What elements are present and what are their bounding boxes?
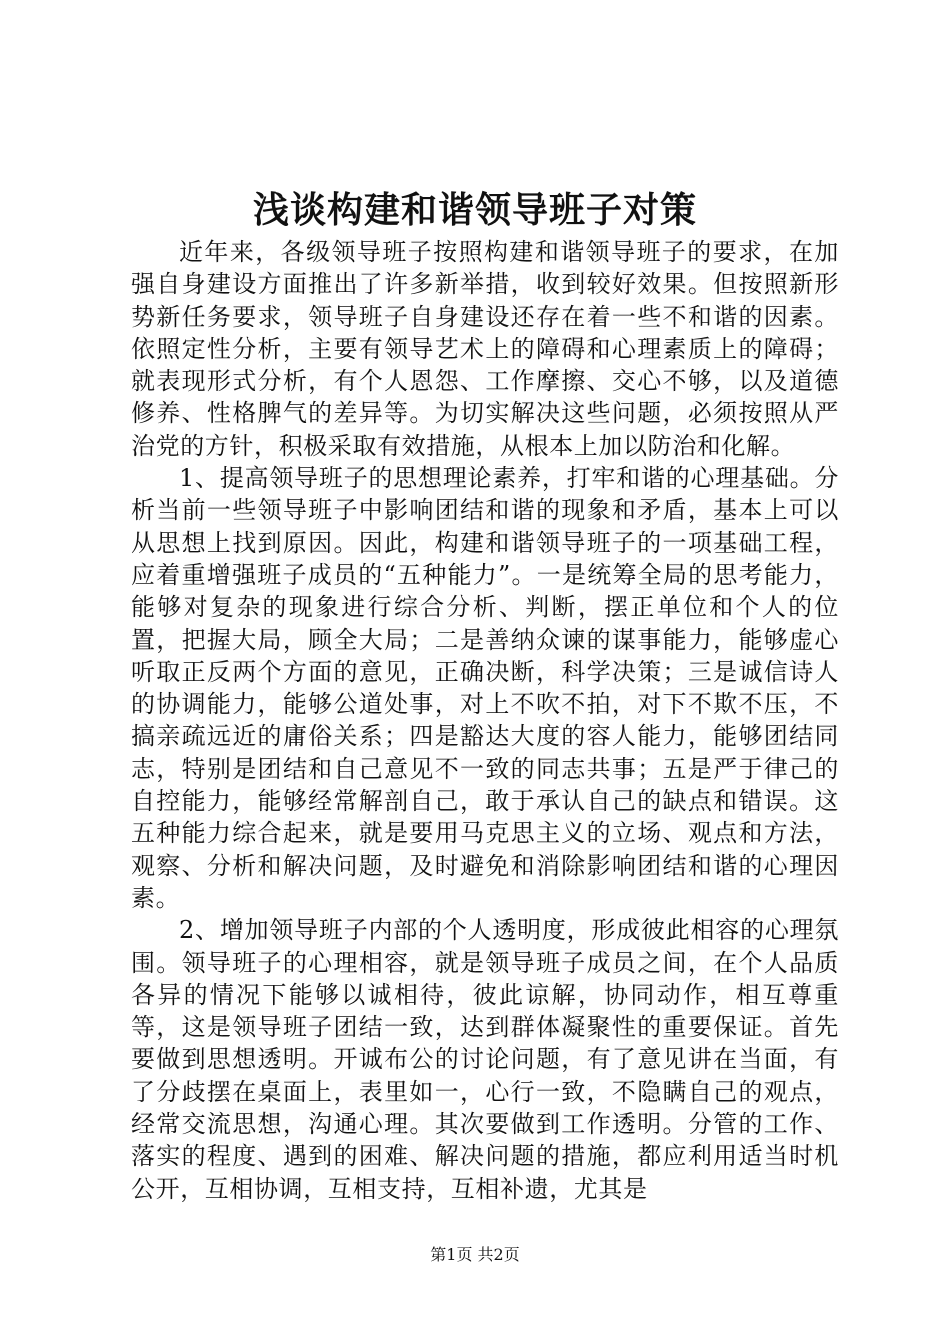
- paragraph-section-2: 2、增加领导班子内部的个人透明度，形成彼此相容的心理氛围。领导班子的心理相容，就是领导班子成员之间，在个人品质各异的情况下能够以诚相待，彼此谅解，协同动作，相互尊重等，这是领导班子团结一致，达到群体凝聚性的重要保证。首先要做到思想透明。开诚布公的讨论问题，有了意见讲在当面，有了分歧摆在桌面上，表里如一，心行一致，不隐瞒自己的观点，经常交流思想，沟通心理。其次要做到工作透明。分管的工作、落实的程度、遇到的困难、解决问题的措施，都应利用适当时机公开，互相协调，互相支持，互相补遗，尤其是: [131, 916, 839, 1203]
- document-title: 浅谈构建和谐领导班子对策: [252, 189, 697, 231]
- paragraph-section-1: 1、提高领导班子的思想理论素养，打牢和谐的心理基础。分析当前一些领导班子中影响团结和谐的现象和矛盾，基本上可以从思想上找到原因。因此，构建和谐领导班子的一项基础工程，应着重增强班子成员的“五种能力”。一是统筹全局的思考能力，能够对复杂的现象进行综合分析、判断，摆正单位和个人的位置，把握大局，顾全大局；二是善纳众谏的谋事能力，能够虚心听取正反两个方面的意见，正确决断，科学决策；三是诚信诗人的协调能力，能够公道处事，对上不吹不拍，对下不欺不压，不搞亲疏远近的庸俗关系；四是豁达大度的容人能力，能够团结同志，特别是团结和自己意见不一致的同志共事；五是严于律己的自控能力，能够经常解剖自己，敢于承认自己的缺点和错误。这五种能力综合起来，就是要用马克思主义的立场、观点和方法，观察、分析和解决问题，及时避免和消除影响团结和谐的心理因素。: [131, 464, 839, 912]
- document-body: [131, 236, 839, 1205]
- paragraph-intro: 近年来，各级领导班子按照构建和谐领导班子的要求，在加强自身建设方面推出了许多新举措，收到较好效果。但按照新形势新任务要求，领导班子自身建设还存在着一些不和谐的因素。依照定性分析，主要有领导艺术上的障碍和心理素质上的障碍；就表现形式分析，有个人恩怨、工作摩擦、交心不够，以及道德修养、性格脾气的差异等。为切实解决这些问题，必须按照从严治党的方针，积极采取有效措施，从根本上加以防治和化解。: [131, 238, 839, 460]
- page-number-footer: 第1页 共2页: [430, 1245, 520, 1264]
